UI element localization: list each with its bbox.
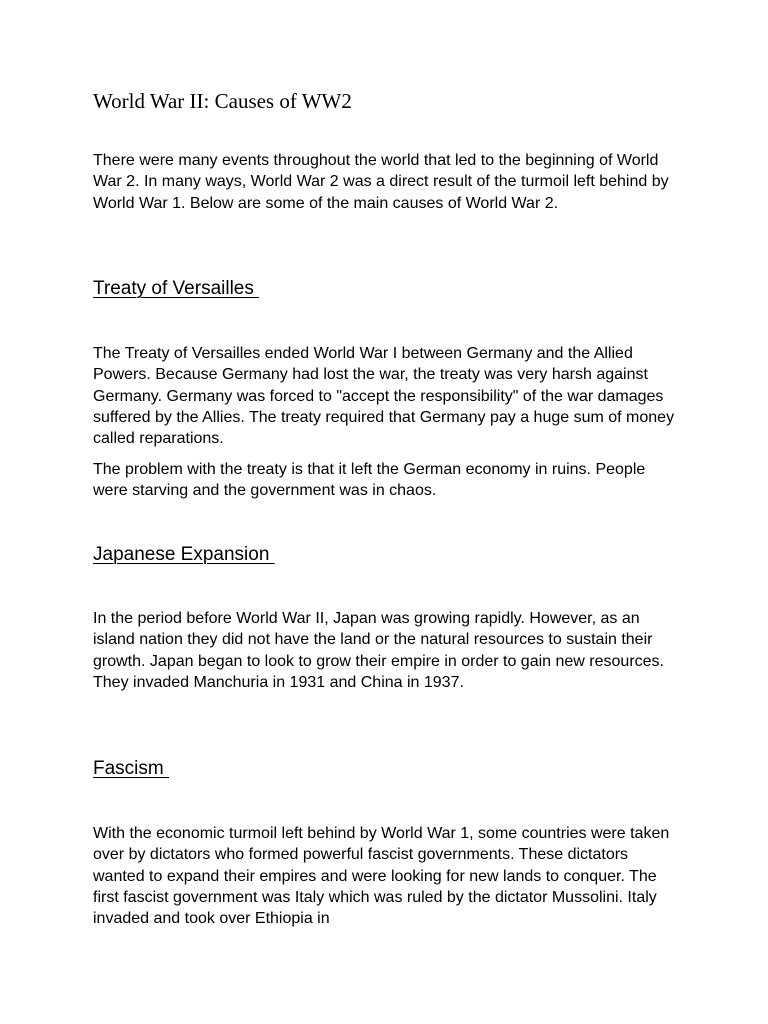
section-heading-fascism: Fascism xyxy=(93,758,169,779)
document-title: World War II: Causes of WW2 xyxy=(93,89,352,113)
intro-paragraph: There were many events throughout the world that led to the beginning of World War 2. In many ways, World War 2 was a direct result of the turmoil left behind by World War 1. Below are some of the main causes of World War 2. xyxy=(93,152,669,212)
treaty-paragraph-1: The Treaty of Versailles ended World War I between Germany and the Allied Powers. Because Germany had lost the war, the treaty was very harsh against Germany. Germany was forced to "accept the responsibility" of the war damages suffered by the Allies. The treaty required that Germany pay a huge sum of money called reparations. xyxy=(93,345,675,448)
fascism-paragraph: With the economic turmoil left behind by World War 1, some countries were taken over by dictators who formed powerful fascist governments. These dictators wanted to expand their empires and were looking for new lands to conquer. The first fascist government was Italy which was ruled by the dictator Mussolini. Italy invaded and took over Ethiopia in xyxy=(93,825,670,928)
section-heading-treaty-of-versailles: Treaty of Versailles xyxy=(93,278,260,299)
section-heading-japanese-expansion: Japanese Expansion xyxy=(93,544,275,565)
treaty-paragraph-2: The problem with the treaty is that it left the German economy in ruins. People were starving and the government was in chaos. xyxy=(93,461,646,500)
japanese-expansion-paragraph: In the period before World War II, Japan was growing rapidly. However, as an island nation they did not have the land or the natural resources to sustain their growth. Japan began to look to grow their empire in order to gain new resources. They invaded Manchuria in 1931 and China in 1937. xyxy=(93,610,664,691)
